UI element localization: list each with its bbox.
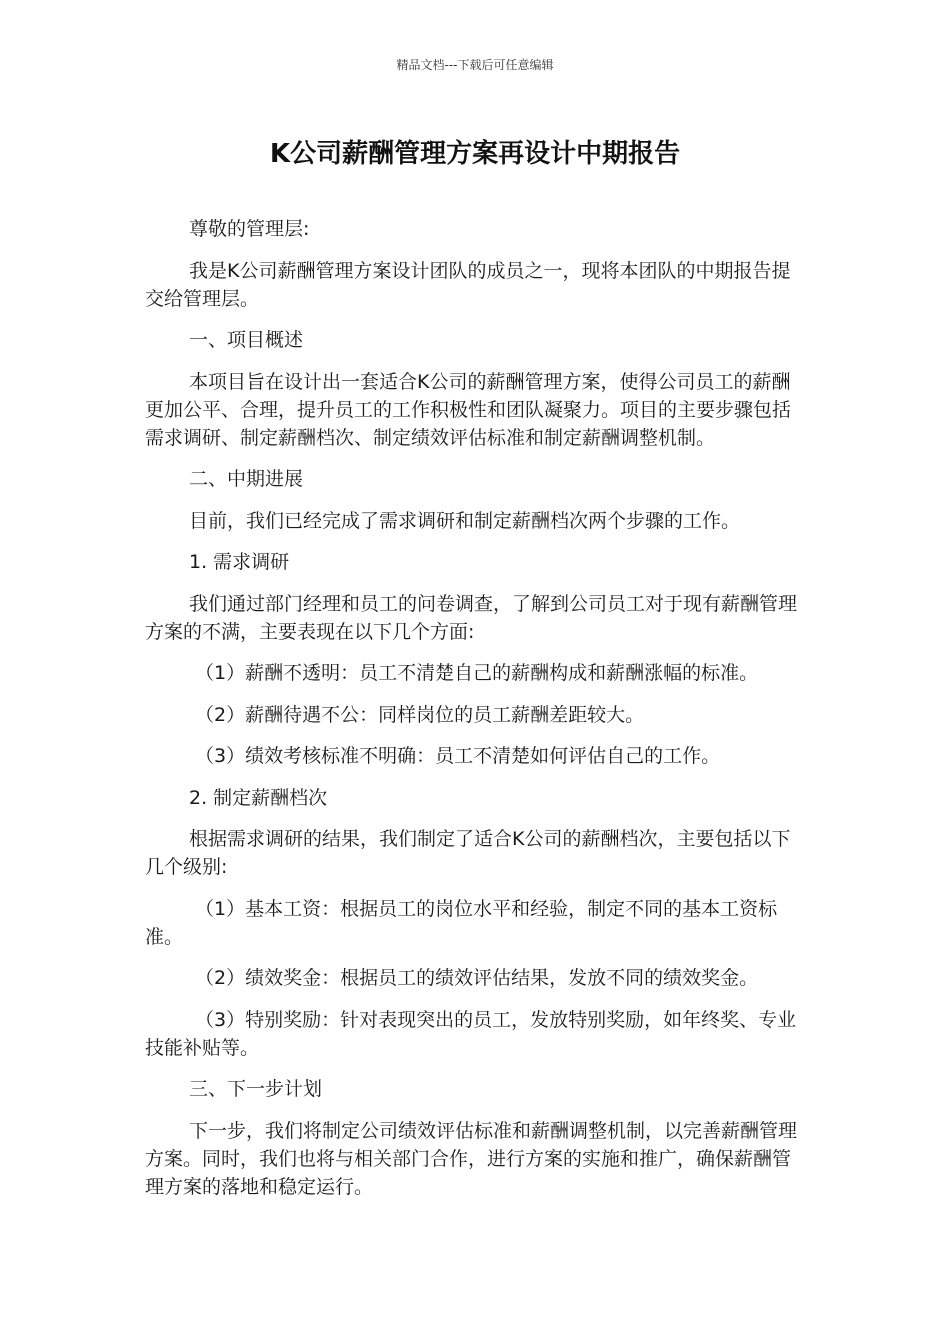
list-item: （1）薪酬不透明：员工不清楚自己的薪酬构成和薪酬涨幅的标准。 (195, 662, 759, 684)
progress-paragraph: 目前，我们已经完成了需求调研和制定薪酬档次两个步骤的工作。 (189, 509, 741, 532)
document-body (145, 215, 805, 1214)
section-heading-next-steps: 三、下一步计划 (189, 1078, 323, 1100)
salutation: 尊敬的管理层: (189, 218, 310, 240)
list-item: （2）薪酬待遇不公：同样岗位的员工薪酬差距较大。 (195, 703, 645, 726)
list-item: （2）绩效奖金：根据员工的绩效评估结果，发放不同的绩效奖金。 (195, 967, 759, 989)
next-steps-paragraph: 下一步，我们将制定公司绩效评估标准和薪酬调整机制，以完善薪酬管理方案。同时，我们也将与相关部门合作，进行方案的实施和推广，确保薪酬管理方案的落地和稳定运行。 (145, 1119, 798, 1198)
section-heading-overview: 一、项目概述 (189, 329, 304, 351)
subheading-salary-levels: 2. 制定薪酬档次 (189, 786, 328, 809)
list-item: （1）基本工资：根据员工的岗位水平和经验，制定不同的基本工资标准。 (145, 897, 778, 948)
subheading-research: 1. 需求调研 (189, 551, 290, 573)
section-heading-progress: 二、中期进展 (189, 468, 304, 490)
intro-paragraph: 我是K公司薪酬管理方案设计团队的成员之一，现将本团队的中期报告提交给管理层。 (145, 259, 791, 310)
list-item: （3）绩效考核标准不明确：员工不清楚如何评估自己的工作。 (195, 745, 721, 767)
header-note: 精品文档---下载后可任意编辑 (396, 58, 554, 72)
salary-levels-paragraph: 根据需求调研的结果，我们制定了适合K公司的薪酬档次，主要包括以下几个级别: (145, 828, 791, 878)
research-paragraph: 我们通过部门经理和员工的问卷调查，了解到公司员工对于现有薪酬管理方案的不满，主要表现在以下几个方面: (145, 592, 798, 643)
list-item: （3）特别奖励：针对表现突出的员工，发放特别奖励，如年终奖、专业技能补贴等。 (145, 1008, 797, 1059)
overview-paragraph: 本项目旨在设计出一套适合K公司的薪酬管理方案，使得公司员工的薪酬更加公平、合理，提升员工的工作积极性和团队凝聚力。项目的主要步骤包括需求调研、制定薪酬档次、制定绩效评估标准和制定薪酬调整机制。 (145, 370, 792, 449)
document-title: K公司薪酬管理方案再设计中期报告 (269, 139, 681, 169)
